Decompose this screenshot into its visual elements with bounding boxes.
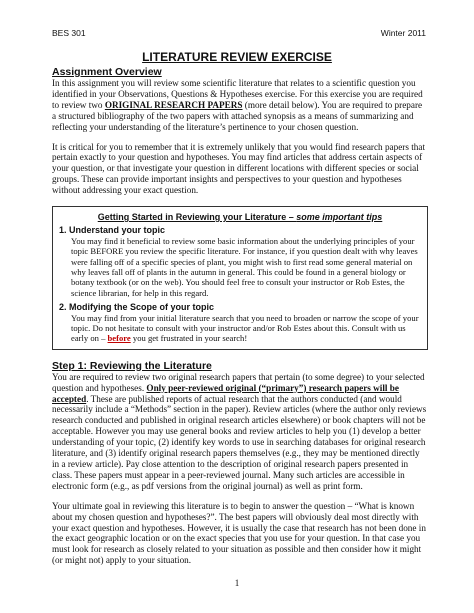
overview-p1-text-b: (more detail below). You are required to prepare a structured bibliography of the two papers with attached synopsis as a means of summarizing and reflecting your understanding of the literature’s pertinence to your chosen question. [52,99,423,132]
tip-1-heading: 1. Understand your topic [59,225,166,236]
tips-title-emphasis: some important tips [296,212,383,223]
tip-1-text: You may find it beneficial to review some basic information about the underlying principles of your topic BEFORE you review the specific literature. For instance, if you question dealt with why leaves were falling off of a specific species of plant, you might wish to first read some general material on why leaves fall off of plants in the autumn in general. This could be found in a general biology or botany textbook (or on the web). You should feel free to consult your instructor or Rob Estes, the science librarian, for help in this regard. [71,236,418,298]
tip-2-text-b: you get frustrated in your search! [130,333,248,344]
tip-2-text-a: You may find from your initial literature search that you need to broaden or narrow the scope of your topic. Do not hesitate to consult with your instructor and/or Rob Estes about this. Consult with us early on – [71,312,419,344]
step1-paragraph-2: Your ultimate goal in reviewing this literature is to begin to answer the question – “What is known about my chosen question and hypotheses?”. The best papers will obviously deal most directly with your exact question and hypotheses. However, it is usually the case that research has not been done in the exact geographic location or on the exact species that you use for your question. In that case you must look for research as closely related to your situation as possible and then consider how it might (or might not) apply to your situation. [52,500,426,566]
tip-2-text [59,313,421,344]
step1-p1-strong: Only peer-reviewed original (“primary”) research papers will be accepted [52,382,399,404]
step1-paragraph-1 [52,372,428,492]
tips-title-text: Getting Started in Reviewing your Literature – [97,212,297,223]
tips-box [52,206,428,350]
page-number: 1 [234,578,240,588]
step1-heading: Step 1: Reviewing the Literature [52,359,212,372]
document-title: LITERATURE REVIEW EXERCISE [142,50,332,64]
step1-p1-text-a: You are required to review two original research papers that pertain (to some degree) to your selected question and hypotheses. [52,371,425,393]
term: Winter 2011 [380,28,426,38]
tip-2-emphasis: before [107,333,131,344]
overview-heading: Assignment Overview [52,66,162,78]
tip-2-heading: 2. Modifying the Scope of your topic [59,301,215,312]
overview-p1-text-a: In this assignment you will review some scientific literature that relates to a scientific question you identified in your Observations, Questions & Hypotheses exercise. For this exercise you are required to review two [52,78,423,110]
step1-p1-text-b: . These are published reports of actual research that the authors conducted (and would necessarily include a “Methods” section in the paper). Review articles (where the author only reviews research conducted and published in original research articles elsewhere) or book chapters will not be acceptable. However you may use general books and review articles to help you (1) develop a better understanding of your topic, (2) identify key words to use in searching databases for original research literature, and (3) identify original research papers themselves (e.g., they may be mentioned directly in a review article). Pay close attention to the description of original research papers presented in class. These papers must appear in a peer-reviewed journal. Many such articles are accessible in electronic form (e.g., as pdf versions from the original journal) as well as print form. [52,393,427,491]
overview-p1-strong: ORIGINAL RESEARCH PAPERS [104,99,243,110]
tips-box-title [59,212,421,222]
document-body [52,66,428,566]
overview-paragraph-1 [52,78,428,133]
course-code: BES 301 [52,28,86,38]
overview-paragraph-2: It is critical for you to remember that it is extremely unlikely that you would find research papers that pertain exactly to your question and hypotheses. You may find articles that address certain aspects of your question, or that investigate your question in different locations with different species or social groups. These can provide important insights and perspectives to your question and hypotheses without addressing your exact question. [52,141,425,196]
